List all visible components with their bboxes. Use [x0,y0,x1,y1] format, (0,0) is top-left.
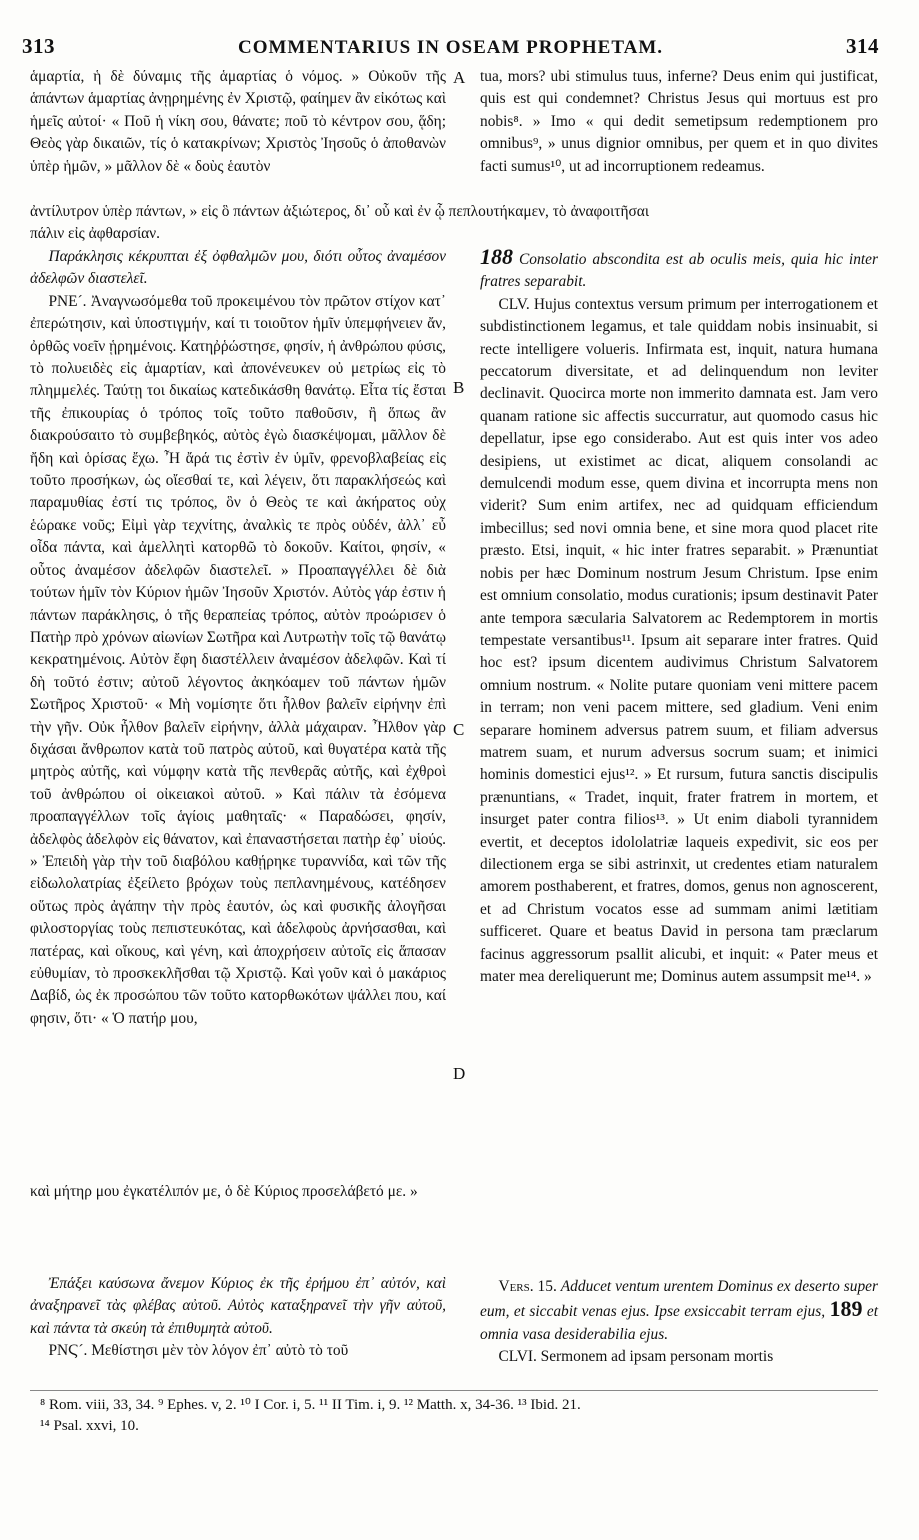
latin-paragraph-2: CLV. Hujus contextus versum primum per interrogationem et subdistinctionem legamus, et tale quiddam nobis insinuabit, si recte intelligere volueris. Infirmata est, inquit, natura humana peccatorum diversitate, et ad delinquendum non leviter declinavit. Quocirca morte non immerito damnata est. Jam vero quanam ratione sic affectis succurratur, aut quomodo casus hic depellatur, ipse ego considerabo. Aut est quis inter vos adeo desipiens, ut existimet ac dicat, aliquem consolandi ac demulcendi modum esse, quem divina et incorrupta mens non viderit? Sum enim artifex, nec ad quidquam efficiendum imbecillus; sed novi omnia bene, et sine mora quod placet rite præsto. Etsi, inquit, « hic inter fratres separabit. » Prænuntiat nobis per hæc Dominum nostrum Jesum Christum. Ipse enim est omnium consolatio, modus curationis; ipsum destinavit Pater ante tempora sæcularia Salvatorem ac Redemptorem in mortis tempestate versantibus¹¹. Ipsum ait separare inter fratres. Quid hoc est? ipsum dicentem audivimus Christum Salvatorem omnium nostrum. « Nolite putare quoniam veni mittere pacem in terram; non veni pacem mittere, sed gladium. Veni enim separare hominem adversus patrem suum, et filiam adversus matrem suam, et nurum adversus socrum suam; et inimici hominis domestici ejus¹². » Et rursum, futura sanctis discipulis prænuntians, « Tradet, inquit, frater fratrem in mortem, et insurget pater contra filios¹³. » Ut enim diaboli tyrannidem evertit, et deceptos idololatriæ laqueis expedivit, sic eos per dilectionem erga se sibi astrinxit, ut credentes etiam naturalem amorem posthaberent, et fratres, domos, genus non agnoscerent, et ad Christum vocatos esse ad summam animi lætitiam sufficeret. Quare et beatus David in persona tam præclarum facinus aggressorum psallit alicubi, et inquit: « Pater meus et mater mea dereliquerunt me; Dominus autem assumpsit me¹⁴. » [480,295,878,985]
greek-paragraph-1: ἁμαρτία, ἡ δὲ δύναμις τῆς ἁμαρτίας ὁ νόμος. » Οὐκοῦν τῆς ἁπάντων ἁμαρτίας ἀνῃρημένης ἐν Χριστῷ, φαίημεν ἂν εἰκότως καὶ ἡμεῖς αὐτοί· « Ποῦ ἡ νίκη σου, θάνατε; ποῦ τὸ κέντρον σου, ᾅδη; Θεὸς γὰρ δικαιῶν, τίς ὁ κατακρίνων; Χριστὸς Ἰησοῦς ὁ ἀποθανὼν ὑπὲρ ἡμῶν, » μᾶλλον δὲ « δοὺς ἑαυτὸν [30,68,446,175]
footnote-line-2: ¹⁴ Psal. xxvi, 10. [40,1418,139,1434]
spanning-line-1: ἀντίλυτρον ὑπὲρ πάντων, » εἰς ὃ πάντων ἀξιώτερος, δι᾽ οὗ καὶ ἐν ᾧ πεπλουτήκαμεν, τὸ ἀναφοιτῆσαι [30,201,878,223]
page-header [22,34,879,62]
greek-column [30,66,446,1362]
spanning-line-3: καὶ μήτηρ μου ἐγκατέλιπόν με, ὁ δὲ Κύριος προσελάβετό με. » [30,1181,878,1203]
margin-siglum-b: B [453,378,465,397]
page-number-left: 313 [22,34,55,58]
footnote-rule [30,1390,878,1391]
page-number-right: 314 [846,34,879,58]
spanning-line-2: πάλιν εἰς ἀφθαρσίαν. [30,223,446,245]
latin-lemma-1: Consolatio abscondita est ab oculis meis, quia hic inter fratres separabit. [480,251,878,291]
margin-siglum-d: D [453,1064,466,1083]
column-number-189: 189 [829,1296,863,1322]
footnote-line-1: ⁸ Rom. viii, 33, 34. ⁹ Ephes. v, 2. ¹⁰ I Cor. i, 5. ¹¹ II Tim. i, 9. ¹² Matth. x, 34-36. ¹³ Ibid. 21. [40,1397,581,1413]
greek-paragraph-3: ΡΝϚ´. Μεθίστησι μὲν τὸν λόγον ἐπ᾽ αὐτὸ τὸ τοῦ [48,1342,349,1360]
latin-lemma-2a: Adducet ventum urentem Dominus ex deserto super eum, et siccabit venas ejus. Ipse exsiccabit terram ejus, [480,1277,878,1321]
footnotes [40,1395,880,1437]
column-number-188: 188 [480,244,513,269]
greek-paragraph-2: ΡΝΕ´. Ἀναγνωσόμεθα τοῦ προκειμένου τὸν πρῶτον στίχον κατ᾽ ἐπερώτησιν, καὶ ὑποστιγμήν, καί τι τοιοῦτον ἡμῖν ὑπεμφήνειεν ἄν, ὀρθῶς νοεῖν ᾑρημένοις. Κατηῤῥώστησε, φησίν, ἡ ἀνθρώπου φύσις, τὸ πολυειδὲς εἰς ἁμαρτίαν, καὶ ἀπονένευκεν οὐ μετρίως εἰς τὸ πλημμελές. Ταύτῃ τοι δικαίως κατεδικάσθη θανάτῳ. Εἶτα τίς ἔσται τῆς ἐπικουρίας ὁ τρόπος τοῖς τοῦτο παθοῦσιν, ἢ ὅπως ἂν διακρούσαιτο τὸ συμβεβηκός, αὐτὸς ἐγὼ διασκέψομαι, μᾶλλον δὲ ἤδη καὶ ὁρίσας ἔχω. Ἦ ἄρά τις ἐστὶν ἐν ὑμῖν, φρενοβλαβείας εἰς τοῦτο προσήκων, ὡς οἴεσθαί τε, καὶ λέγειν, ὅτι παρακλήσεώς καὶ παραμυθίας ἐστί τις τρόπος, ὃν ὁ Θεὸς τε καὶ ἀκήρατος οὐχ ἑώρακε νοῦς; Εἰμὶ γὰρ τεχνίτης, ἀναλκὶς τε πρὸς οὐδέν, ἀλλ᾽ εὖ οἶδα πάντα, καὶ ἀμελλητὶ κατορθῶ τὸ δοκοῦν. Καίτοι, φησίν, « οὗτος ἀναμέσον ἀδελφῶν διαστελεῖ. » Προαπαγγέλλει δὲ διὰ τούτων ἡμῖν τὸν Κύριον ἡμῶν Ἰησοῦν Χριστόν. Αὐτὸς γάρ ἐστιν ἡ πάντων παράκλησις, ὁ τῆς θεραπείας τρόπος, αὐτὸν προώρισεν ὁ Πατὴρ πρὸ χρόνων αἰωνίων Σωτῆρα καὶ Λυτρωτὴν τοῖς τῷ θανάτῳ κεκρατημένοις. Αὐτὸν ἔφη διαστέλλειν ἀναμέσον ἀδελφῶν. Καὶ τί δὴ τοῦτό ἐστιν; αὐτοῦ λέγοντος ἀκηκόαμεν τοῦ πάντων ἡμῶν Σωτῆρος Χριστοῦ· « Μὴ νομίσητε ὅτι ἦλθον βαλεῖν εἰρήνην ἐπὶ τὴν γῆν. Οὐκ ἦλθον βαλεῖν εἰρήνην, ἀλλὰ μάχαιραν. Ἦλθον γὰρ διχάσαι ἄνθρωπον κατὰ τοῦ πατρὸς αὐτοῦ, καὶ θυγατέρα κατὰ τῆς μητρὸς αὐτῆς, καὶ νύμφην κατὰ τῆς πενθερᾶς αὐτῆς, καὶ ἐχθροὶ τοῦ ἀνθρώπου οἱ οἰκειακοὶ αὐτοῦ. » Καὶ πάλιν τὰ ἐσόμενα προαπαγγέλλων τοῖς ἁγίοις μαθηταῖς· « Παραδώσει, φησίν, ἀδελφὸς ἀδελφὸν εἰς θάνατον, καὶ ἐπαναστήσεται πατὴρ ἐφ᾽ υἱούς. » Ἐπειδὴ γὰρ τὴν τοῦ διαβόλου καθῄρηκε τυραννίδα, καὶ τῶν τῆς εἰδωλολατρίας ἐξείλετο βρόχων τοὺς πεπλανημένους, κατέδησεν οὕτως πρὸς ἀγάπην τὴν πρὸς ἑαυτόν, ὡς καὶ φυσικῆς ἀλογῆσαι φιλοστοργίας τοὺς πεπιστευκότας, καὶ ἀδελφοὺς ἀρνήσασθαι, καὶ πατέρας, καὶ οἴκους, καὶ γένη, καὶ ἀποχρήσειν αὐτοῖς εἰς ἅπασαν εὐθυμίαν, τὸ προσκεκλῆσθαι τῷ Χριστῷ. Καὶ γοῦν καὶ ὁ μακάριος Δαβίδ, ὡς ἐκ προσώπου τῶν τοῦτο κατορθωκότων ψάλλει που, καί φησιν, ὅτι· « Ὁ πατήρ μου, [30,292,446,1027]
latin-paragraph-3: CLVI. Sermonem ad ipsam personam mortis [498,1348,774,1366]
latin-column [480,66,878,1368]
running-title: COMMENTARIUS IN OSEAM PROPHETAM. [237,37,664,58]
margin-siglum-c: C [453,720,465,739]
latin-verse-label: Vers. 15. [498,1277,557,1295]
greek-lemma-2: Ἐπάξει καύσωνα ἄνεμον Κύριος ἐκ τῆς ἐρήμου ἐπ᾽ αὐτόν, καὶ ἀναξηρανεῖ τὰς φλέβας αὐτοῦ. Αὐτὸς καταξηρανεῖ τὴν γῆν αὐτοῦ, καὶ πάντα τὰ σκεύη τὰ ἐπιθυμητὰ αὐτοῦ. [30,1274,446,1337]
latin-paragraph-1: tua, mors? ubi stimulus tuus, inferne? Deus enim qui justificat, quis est qui condemnet? Christus Jesus qui mortuus est pro nobis⁸. » Imo « qui dedit semetipsum redemptionem pro omnibus⁹, » unus dignior omnibus, per quem et in quo divites facti sumus¹⁰, ut ad incorruptionem redeamus. [480,68,878,175]
margin-siglum-a: A [453,68,466,87]
latin-lemma-2b: et omnia vasa desiderabilia ejus. [480,1303,878,1343]
greek-lemma-1: Παράκλησις κέκρυπται ἐξ ὀφθαλμῶν μου, διότι οὗτος ἀναμέσον ἀδελφῶν διαστελεῖ. [30,248,446,288]
